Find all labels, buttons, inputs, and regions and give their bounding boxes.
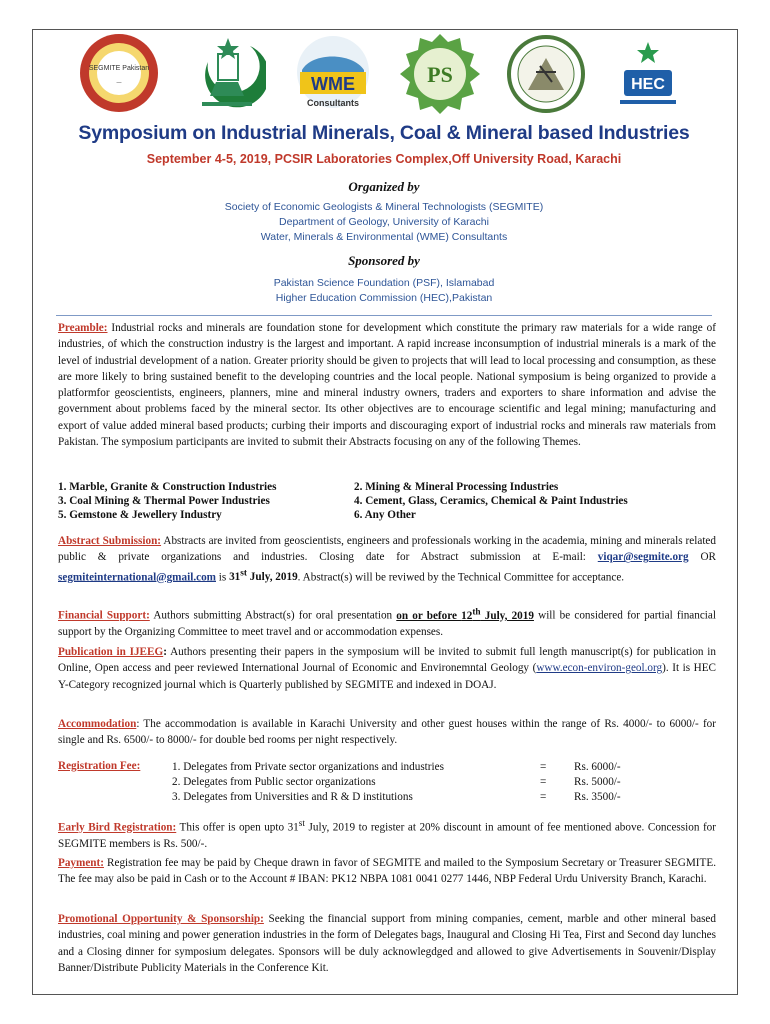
early-bird-label: Early Bird Registration: xyxy=(58,821,177,834)
psf-logo xyxy=(398,32,482,116)
payment-text: Registration fee may be paid by Cheque drawn in favor of SEGMITE and mailed to the Symposium Secretary or Treasurer SEGMITE. The fee may also be paid in Cash or to the Account # IBAN: PK12 NBPA 1081 0041 0277 1446, NBP Federal Urdu University Branch, Karachi. xyxy=(58,857,716,886)
registration-item: 1. Delegates from Private sector organizations and industries xyxy=(172,761,444,773)
abstract-text-3: . Abstract(s) will be reviwed by the Technical Committee for acceptance. xyxy=(297,571,625,584)
karachi-university-logo xyxy=(188,32,266,116)
financial-label: Financial Support: xyxy=(58,609,150,622)
abstract-deadline-rest: July, 2019 xyxy=(247,571,298,584)
wme-logo xyxy=(292,32,374,116)
theme-item: 3. Coal Mining & Thermal Power Industries xyxy=(58,495,270,507)
publication-text: Authors presenting their papers in the symposium will be invited to submit full length manuscript(s) for publication in Online, Open access and peer reviewed International Journal of Economic and Environemntal Geology ( xyxy=(58,646,716,675)
early-bird-text: This offer is open upto 31 xyxy=(176,821,299,834)
equals-sign: = xyxy=(540,791,547,803)
financial-deadline-sup: th xyxy=(472,607,481,617)
journal-url-link[interactable]: www.econ-environ-geol.org xyxy=(536,662,663,675)
divider xyxy=(56,315,712,316)
publication-text-2: ). It is HEC Y-Category recognized journal which is Quarterly published by SEGMITE and indexed in DOAJ. xyxy=(58,662,716,691)
registration-fee-list xyxy=(172,760,444,805)
page-title: Symposium on Industrial Minerals, Coal & Mineral based Industries xyxy=(78,122,690,144)
financial-deadline xyxy=(396,607,534,622)
early-bird-sup: st xyxy=(298,819,306,829)
theme-item: 2. Mining & Mineral Processing Industries xyxy=(354,481,559,493)
registration-item: 2. Delegates from Public sector organizations xyxy=(172,776,376,788)
email-link-viqar[interactable]: viqar@segmite.org xyxy=(597,551,689,564)
financial-text: Authors submitting Abstract(s) for oral presentation xyxy=(149,609,397,622)
abstract-paragraph xyxy=(58,533,716,586)
registration-amount-column xyxy=(574,760,621,805)
hec-logo-text: HEC xyxy=(631,76,665,93)
organizer-3: Water, Minerals & Environmental (WME) Consultants xyxy=(260,231,508,243)
abstract-label: Abstract Submission: xyxy=(58,535,162,547)
abstract-deadline xyxy=(229,568,298,584)
early-bird-text-2: July, 2019 to register at 20% discount in amount of fee mentioned above. Concession for SEGMITE members is Rs. 500/-. xyxy=(58,821,716,851)
logo-strip xyxy=(70,32,700,118)
preamble-paragraph xyxy=(58,320,716,450)
theme-item: 6. Any Other xyxy=(354,509,416,521)
abstract-deadline-sup: st xyxy=(240,568,247,579)
theme-item: 5. Gemstone & Jewellery Industry xyxy=(58,509,222,521)
payment-label: Payment: xyxy=(58,857,104,869)
segmite-logo-text: SEGMITE Pakistan xyxy=(88,65,150,72)
registration-amount: Rs. 6000/- xyxy=(574,761,621,773)
equals-sign: = xyxy=(540,776,547,788)
event-date-venue: September 4-5, 2019, PCSIR Laboratories Complex,Off University Road, Karachi xyxy=(146,152,622,166)
equals-sign: = xyxy=(540,761,547,773)
wme-logo-subtext: Consultants xyxy=(306,98,360,108)
registration-fee-label xyxy=(58,760,140,772)
svg-text:—: — xyxy=(116,80,122,86)
abstract-or: OR xyxy=(688,551,716,564)
abstract-text: Abstracts are invited from geoscientists, engineers and professionals working in the academia, mining and minerals related public & private organizations and industries. Closing date for Abstract submission at E-mail: xyxy=(58,535,716,564)
financial-deadline-pre: on or before xyxy=(396,609,462,622)
preamble-text: Industrial rocks and minerals are foundation stone for development which constitute the primary raw materials for a wide range of industries, of which the construction industry is the largest and important. A rapid increase inconsumption of industrial minerals is a mark of the level of industrial development of a nation. Greater priority should be given to projects that will lead to local processing and consumption, as these are more likely to bring sustained benefit to the developing countries and the local people. National symposium is being organized to provide a platformfor geoscientists, engineers, planners, mine and mineral industry owners, traders and exporters to share information and advise the government about problems faced by the mineral sector. Its other objectives are to encourage scientific and legal mining; manufacturing and export of value added mineral based products; curbing their imports and discouraging export of industrial rocks and minerals raw materials from Pakistan. The symposium participants are invited to submit their Abstracts focusing on any of the following Themes. xyxy=(58,322,716,449)
financial-deadline-day: 12 xyxy=(461,609,473,622)
organizer-2: Department of Geology, University of Karachi xyxy=(279,216,489,228)
sponsored-by-heading: Sponsored by xyxy=(348,253,420,268)
early-bird-paragraph xyxy=(58,816,716,852)
email-link-segmite[interactable]: segmiteinternational@gmail.com xyxy=(58,571,216,584)
abstract-deadline-day: 31 xyxy=(229,571,241,584)
financial-paragraph xyxy=(58,604,716,640)
promotional-label: Promotional Opportunity & Sponsorship: xyxy=(58,913,264,925)
abstract-text-2: is xyxy=(216,571,230,584)
wme-logo-text: WME xyxy=(311,74,355,94)
promotional-paragraph xyxy=(58,911,716,976)
registration-item: 3. Delegates from Universities and R & D institutions xyxy=(172,791,413,803)
registration-equals-column xyxy=(540,760,546,805)
financial-deadline-rest: July, 2019 xyxy=(480,609,534,622)
accommodation-label: Accommodation xyxy=(58,718,137,730)
segmite-logo xyxy=(78,32,160,114)
organizer-1: Society of Economic Geologists & Mineral Technologists (SEGMITE) xyxy=(224,201,544,213)
publication-label: Publication in IJEEG xyxy=(58,646,164,658)
registration-fee-label-text: Registration Fee: xyxy=(58,760,141,772)
theme-item: 1. Marble, Granite & Construction Industries xyxy=(58,481,277,493)
publication-paragraph xyxy=(58,644,716,693)
organized-by-heading: Organized by xyxy=(348,179,420,194)
hec-logo xyxy=(610,32,686,112)
preamble-label: Preamble: xyxy=(58,322,108,334)
psf-logo-text: PS xyxy=(427,62,453,87)
promotional-text: Seeking the financial support from mining companies, cement, marble and other mineral based industries, coal mining and power generation industries in the form of Delegates bags, Inaugural and Closing Hi Tea, First and Second day lunches and a Closing dinner for symposium delegates. Sponsors will be duly acknowlegdged and allowed to give Advertisements in Souvenir/Display Banner/Distribute Publicity Materials in the Conference Kit. xyxy=(58,913,716,974)
geology-department-logo xyxy=(506,32,586,116)
theme-item: 4. Cement, Glass, Ceramics, Chemical & Paint Industries xyxy=(354,495,628,507)
financial-text-2: will be considered for partial financial support by the Organizing Committee to meet travel and or accommodation expenses. xyxy=(58,609,716,639)
registration-amount: Rs. 5000/- xyxy=(574,776,621,788)
registration-amount: Rs. 3500/- xyxy=(574,791,621,803)
sponsor-1: Pakistan Science Foundation (PSF), Islamabad xyxy=(273,277,495,289)
accommodation-paragraph xyxy=(58,716,716,749)
payment-paragraph xyxy=(58,855,716,888)
sponsor-2: Higher Education Commission (HEC),Pakistan xyxy=(275,292,493,304)
accommodation-text: : The accommodation is available in Karachi University and other guest houses within the range of Rs. 4000/- to 6000/- for single and Rs. 6500/- to 8000/- for double bed rooms per night respectively. xyxy=(58,718,716,747)
publication-colon: : xyxy=(163,646,167,658)
